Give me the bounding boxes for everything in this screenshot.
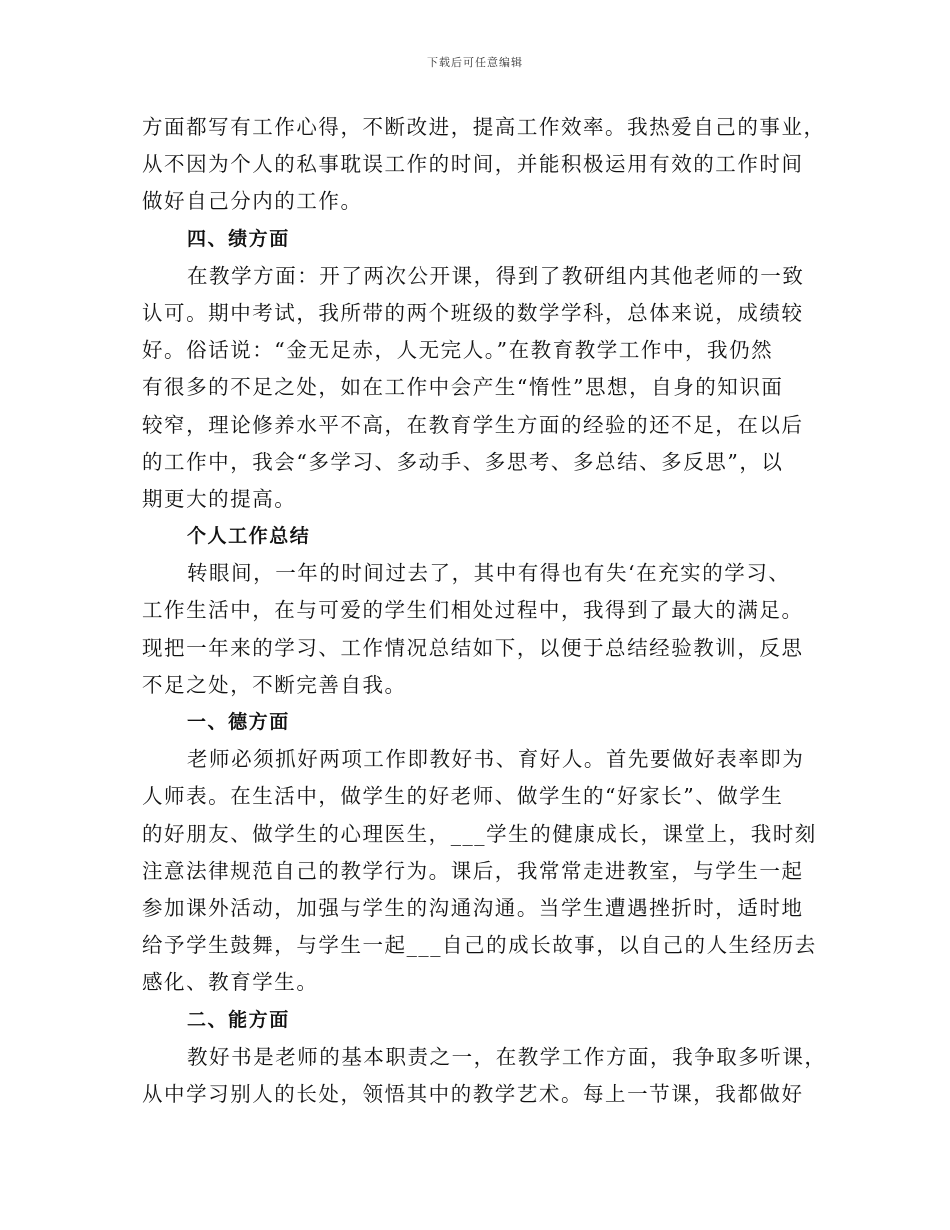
page-header: 下载后可任意编辑 [427,56,523,69]
section-heading: 二、能方面 [187,1008,290,1031]
document-body [142,109,827,1113]
text-line: 现把一年来的学习、工作情况总结如下，以便于总结经验教训，反思 [142,635,804,660]
text-line: 好。俗话说：“金无足赤，人无完人。”在教育教学工作中，我仍然 [142,338,774,363]
text-line: 感化、教育学生。 [142,970,319,995]
paragraph-first-line: 转眼间，一年的时间过去了，其中有得也有失‘在充实的学习、 [187,561,791,586]
text-line: 从中学习别人的长处，领悟其中的教学艺术。每上一节课，我都做好 [142,1081,804,1106]
text-line: 认可。期中考试，我所带的两个班级的数学学科，总体来说，成绩较 [142,300,804,325]
text-line: 给予学生鼓舞，与学生一起___自己的成长故事，以自己的人生经历去 [142,933,817,958]
text-line: 方面都写有工作心得，不断改进，提高工作效率。我热爱自己的事业， [142,115,826,139]
text-line: 注意法律规范自己的教学行为。课后，我常常走进教室，与学生一起 [142,858,804,883]
paragraph-first-line: 教好书是老师的基本职责之一，在教学工作方面，我争取多听课， [187,1044,827,1069]
text-line: 有很多的不足之处，如在工作中会产生“惰性”思想，自身的知识面 [142,375,784,400]
text-line: 人师表。在生活中，做学生的好老师、做学生的“好家长”、做学生 [142,784,784,809]
paragraph-first-line: 老师必须抓好两项工作即教好书、育好人。首先要做好表率即为 [187,747,805,772]
paragraph-first-line: 在教学方面：开了两次公开课，得到了教研组内其他老师的一致 [187,263,805,288]
section-heading: 个人工作总结 [187,525,311,548]
text-line: 从不因为个人的私事耽误工作的时间，并能积极运用有效的工作时间 [142,152,804,177]
text-line: 不足之处，不断完善自我。 [142,672,407,697]
text-line: 参加课外活动，加强与学生的沟通沟通。当学生遭遇挫折时，适时地 [142,895,804,920]
text-line: 的工作中，我会“多学习、多动手、多思考、多总结、多反思”，以 [142,449,784,474]
text-line: 期更大的提高。 [142,486,297,511]
section-heading: 一、德方面 [187,711,290,733]
section-heading: 四、绩方面 [187,227,290,250]
text-line: 做好自己分内的工作。 [142,189,363,214]
text-line: 工作生活中，在与可爱的学生们相处过程中，我得到了最大的满足。 [142,598,804,623]
text-line: 较窄，理论修养水平不高，在教育学生方面的经验的还不足，在以后 [142,412,804,437]
text-line: 的好朋友、做学生的心理医生，___学生的健康成长，课堂上，我时刻 [142,821,817,846]
